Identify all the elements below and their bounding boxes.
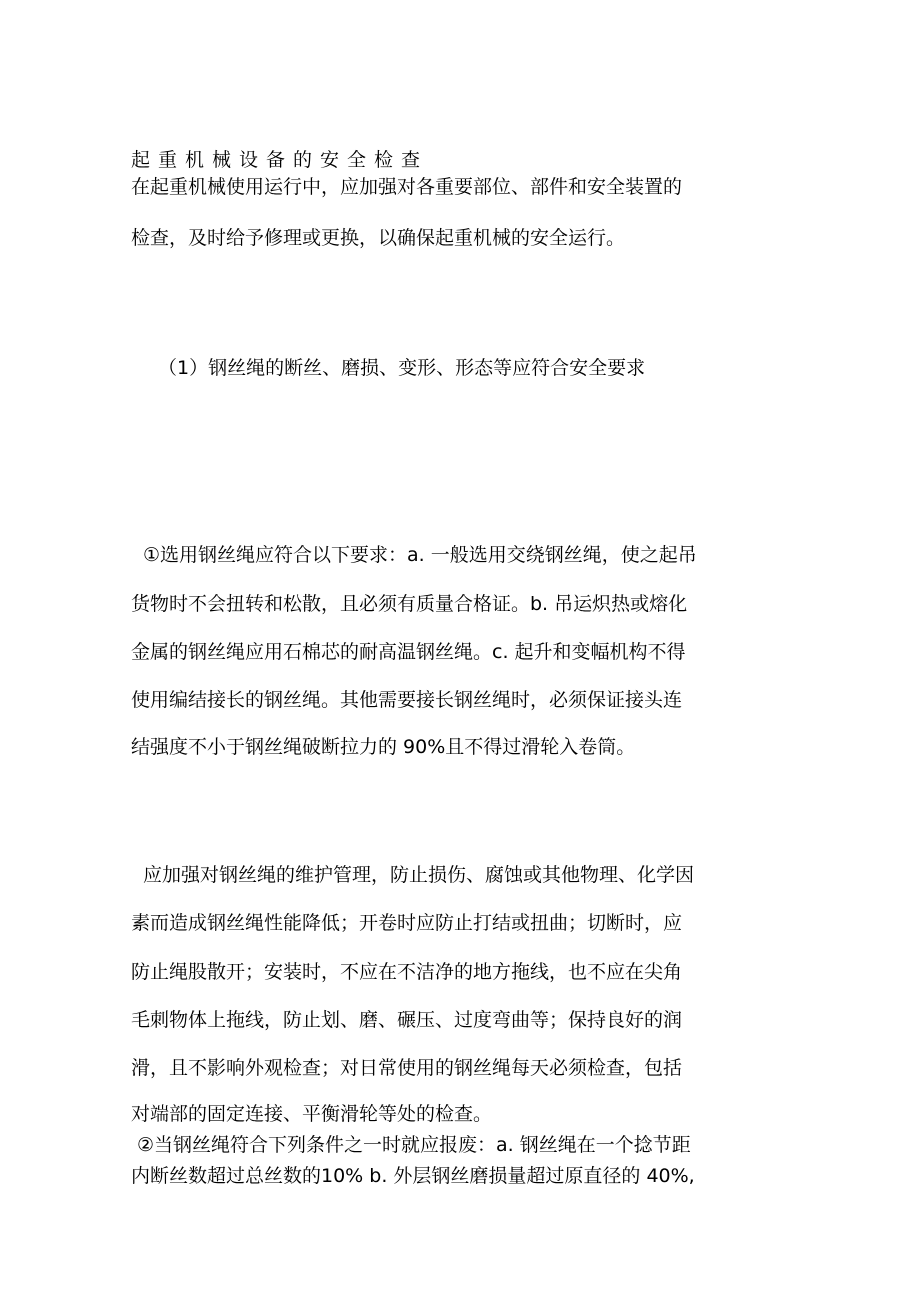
para3-line-2: 内断丝数超过总丝数的10% b. 外层钢丝磨损量超过原直径的 40%,	[131, 1165, 695, 1187]
intro-line-2: 检查，及时给予修理或更换，以确保起重机械的安全运行。	[131, 227, 626, 249]
para2-line-1: 应加强对钢丝绳的维护管理，防止损伤、腐蚀或其他物理、化学因	[143, 864, 695, 886]
para2-line-4: 毛刺物体上拖线，防止划、磨、碾压、过度弯曲等；保持良好的润	[131, 1009, 683, 1031]
para1-line-5: 结强度不小于钢丝绳破断拉力的 90%且不得过滑轮入卷筒。	[131, 736, 636, 758]
document-title: 起重机械设备的安全检查	[131, 149, 429, 171]
para2-line-5: 滑，且不影响外观检查；对日常使用的钢丝绳每天必须检查，包括	[131, 1057, 683, 1079]
para1-line-1: ①选用钢丝绳应符合以下要求：a. 一般选用交绕钢丝绳，使之起吊	[143, 544, 697, 566]
para1-line-3: 金属的钢丝绳应用石棉芯的耐高温钢丝绳。c. 起升和变幅机构不得	[131, 641, 686, 663]
para1-line-4: 使用编结接长的钢丝绳。其他需要接长钢丝绳时，必须保证接头连	[131, 689, 683, 711]
intro-line-1: 在起重机械使用运行中，应加强对各重要部位、部件和安全装置的	[131, 176, 683, 198]
para2-line-2: 素而造成钢丝绳性能降低；开卷时应防止打结或扭曲；切断时，应	[131, 912, 683, 934]
section-heading: （1）钢丝绳的断丝、磨损、变形、形态等应符合安全要求	[158, 357, 646, 379]
para2-line-6: 对端部的固定连接、平衡滑轮等处的检查。	[131, 1103, 493, 1125]
para2-line-3: 防止绳股散开；安装时，不应在不洁净的地方拖线，也不应在尖角	[131, 961, 683, 983]
para1-line-2: 货物时不会扭转和松散，且必须有质量合格证。b. 吊运炽热或熔化	[131, 593, 688, 615]
para3-line-1: ②当钢丝绳符合下列条件之一时就应报废：a. 钢丝绳在一个捻节距	[137, 1134, 691, 1156]
